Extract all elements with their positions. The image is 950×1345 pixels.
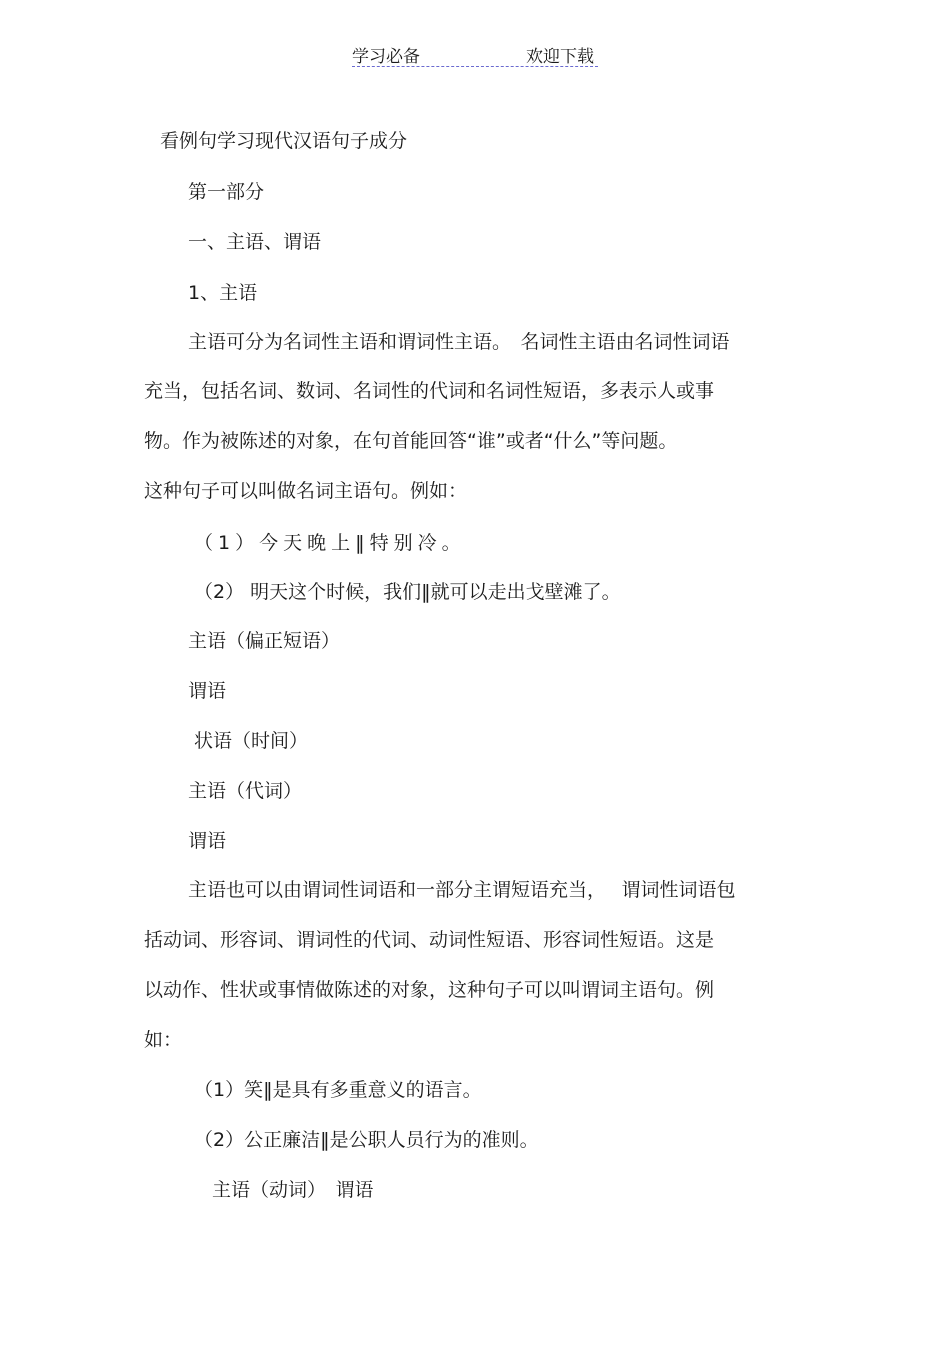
paragraph-line: 主语可分为名词性主语和谓词性主语。 名词性主语由名词性词语	[188, 331, 730, 353]
paragraph-line: 括动词、形容词、谓词性的代词、动词性短语、形容词性短语。这是	[144, 929, 715, 951]
paragraph-line: 充当，包括名词、数词、名词性的代词和名词性短语，多表示人或事	[144, 380, 715, 402]
header-right-text: 欢迎下载	[526, 47, 594, 67]
paragraph-line: 这种句子可以叫做名词主语句。例如：	[144, 480, 468, 502]
document-title: 看例句学习现代汉语句子成分	[160, 130, 408, 152]
section-heading: 一、主语、谓语	[188, 231, 322, 253]
header-left-text: 学习必备	[352, 47, 420, 67]
subsection-heading: 1、主语	[188, 282, 258, 304]
paragraph-line: 如：	[144, 1029, 183, 1051]
paragraph-line: 物。作为被陈述的对象，在句首能回答“谁”或者“什么”等问题。	[144, 430, 678, 452]
grammar-label: 主语（代词）	[188, 780, 303, 802]
grammar-label: 状语（时间）	[194, 730, 309, 752]
paragraph-line: 主语也可以由谓词性词语和一部分主谓短语充当， 谓词性词语包	[188, 879, 736, 901]
paragraph-line: 以动作、性状或事情做陈述的对象，这种句子可以叫谓词主语句。例	[144, 979, 715, 1001]
example-sentence: （2）公正廉洁‖是公职人员行为的准则。	[194, 1129, 539, 1151]
example-sentence: （1）今天晚上‖特别冷。	[194, 532, 466, 554]
grammar-label: 谓语	[188, 680, 227, 702]
part-heading: 第一部分	[188, 181, 265, 203]
example-sentence: （1）笑‖是具有多重意义的语言。	[194, 1079, 482, 1101]
grammar-label: 谓语	[188, 830, 227, 852]
example-sentence: （2） 明天这个时候，我们‖就可以走出戈壁滩了。	[194, 581, 621, 603]
page-header	[352, 40, 598, 67]
grammar-label: 主语（偏正短语）	[188, 630, 341, 652]
grammar-label: 主语（动词） 谓语	[212, 1179, 374, 1201]
